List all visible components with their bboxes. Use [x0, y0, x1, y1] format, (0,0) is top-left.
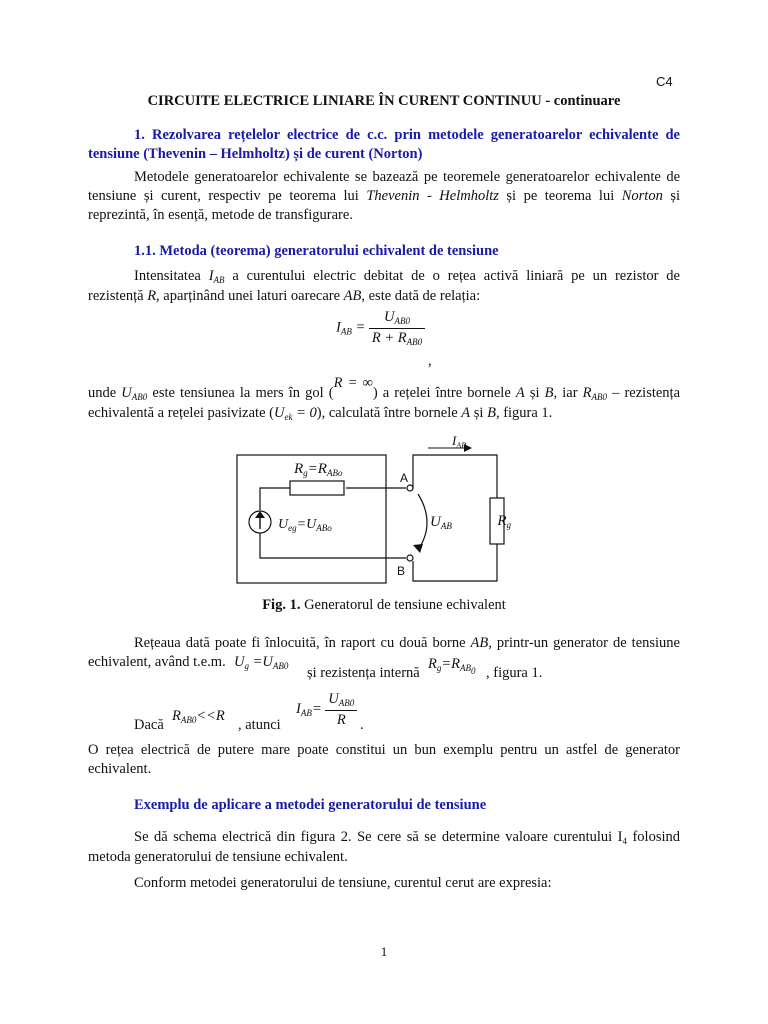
label-iab: $I_{AB}$ — [452, 433, 467, 450]
wire-left-top — [260, 488, 290, 510]
label-uab: $U_{AB}$ — [430, 514, 452, 531]
wire-load-top — [413, 455, 497, 498]
plus: + — [384, 329, 395, 346]
node-label-a: A — [400, 471, 409, 485]
text: și reprezintă, în esență, metode de transfigurare. — [88, 187, 680, 223]
text: a curentului electric debitat de o rețea activă liniară pe un rezistor de rezistență — [88, 268, 680, 304]
equation-2-period: . — [360, 717, 364, 733]
figure-1-caption — [0, 596, 768, 615]
text: și — [470, 404, 488, 421]
text: este tensiunea la mers în gol ( — [147, 385, 334, 401]
page-title — [0, 92, 768, 111]
title-suffix: continuare — [553, 93, 621, 109]
wire-load-bottom — [413, 544, 497, 581]
text: , este dată de relația: — [361, 287, 481, 304]
sym-sub: AB0 — [131, 392, 148, 402]
wire-bottom-inner — [260, 533, 406, 558]
sym: R — [371, 329, 381, 346]
equation-rg: $R_g=R_{AB0}$ — [428, 656, 476, 676]
example-heading: Exemplu de aplicare a metodei generatorului de tensiune — [134, 797, 487, 813]
norton-name: Norton — [621, 187, 663, 204]
eq-lhs: I — [336, 319, 341, 336]
label-ueg-eq: $U_{eg}=U_{ABo}$ — [278, 517, 332, 533]
equation-1-comma: , — [428, 353, 432, 369]
sym: B — [487, 404, 496, 421]
symbol-r: R — [147, 287, 157, 304]
symbol-sub: AB — [213, 275, 225, 285]
sym: A — [515, 385, 525, 401]
open-circuit-condition: R = ∞ — [333, 375, 373, 391]
text: , iar — [553, 385, 583, 401]
text: ), calculată între bornele — [316, 404, 462, 421]
resistor-rg — [290, 481, 344, 495]
text: , figura 1. — [495, 404, 553, 421]
label-load: $R_g$ — [497, 513, 511, 530]
section-1-1-paragraph-2 — [88, 375, 681, 423]
sym: B — [544, 385, 554, 401]
caption-text: Generatorul de tensiune echivalent — [300, 597, 506, 613]
eq-numerator — [369, 308, 425, 329]
text-atunci: , atunci — [238, 717, 281, 733]
text-internal-resistance: și rezistența internă — [307, 665, 420, 681]
thevenin-name: Thevenin - Helmholtz — [366, 187, 499, 204]
sym: U — [273, 404, 285, 421]
eq-equals: = — [355, 319, 366, 336]
power-network-paragraph: O rețea electrică de putere mare poate constitui un bun exemplu pentru un astfel de generator echivalent. — [88, 742, 680, 777]
sym: U — [384, 309, 395, 325]
text: printr-un generator de tensiune echivalent, având t.e.m. — [88, 635, 680, 670]
symbol-ab: AB — [343, 287, 362, 304]
text: Rețeaua dată poate fi înlocuită, în raport cu două borne — [134, 635, 471, 651]
sym: R — [397, 329, 407, 346]
text: , aparținând unei laturi oarecare — [156, 287, 344, 304]
sym-sub: AB0 — [591, 392, 607, 402]
equation-ueg: $U_g =U_{AB0}$ — [234, 654, 289, 671]
section-1-heading: 1. Rezolvarea rețelelor electrice de c.c. prin metodele generatoarelor echivalente de tensiune (Thevenin – Helmholtz) și de curent (Norton) — [88, 127, 680, 162]
text: – rezistența echivalentă a rețelei pasivizate ( — [88, 385, 681, 421]
sym: AB, — [470, 635, 492, 651]
text: Metodele generatoarelor echivalente se bazează pe teoremele generatoarelor echivalente de tensiune și curent, respectiv pe teorema lui — [88, 169, 680, 204]
text: folosind metoda generatorului de tensiune echivalent. — [88, 829, 681, 865]
caption-label: Fig. 1. — [262, 597, 301, 613]
page-number: 1 — [380, 944, 388, 959]
label-rg-eq: $R_g=R_{ABo}$ — [294, 461, 343, 478]
text: unde — [88, 385, 122, 401]
symbol-i: I — [208, 268, 214, 284]
text-figure-ref: , figura 1. — [486, 665, 543, 681]
text: Se dă schema electrică din figura 2. Se cere să se determine valoare curentului I — [134, 829, 623, 845]
eq2-fraction: $\frac{U_{AB0}}{R}$ — [325, 690, 357, 730]
figure-1-circuit — [230, 432, 510, 588]
equation-2: $I_{AB}=$ $\frac{U_{AB0}}{R}$ — [296, 690, 357, 730]
chapter-tag: C4 — [656, 74, 673, 89]
terminal-b — [407, 555, 413, 561]
section-1-1-paragraph-1 — [88, 267, 680, 306]
eq-denominator — [369, 329, 425, 349]
sym: R — [582, 385, 592, 401]
text: și pe teorema lui — [498, 187, 622, 204]
text-daca: Dacă — [134, 717, 164, 733]
section-1-paragraph — [88, 168, 680, 225]
sym-sub: AB0 — [406, 336, 423, 347]
equation-1 — [336, 308, 425, 348]
section-1-1-heading: 1.1. Metoda (teorema) generatorului echivalent de tensiune — [134, 243, 499, 259]
title-main: CIRCUITE ELECTRICE LINIARE ÎN CURENT CONTINUU - — [147, 93, 554, 109]
eq-lhs-sub: AB — [340, 326, 352, 337]
eq-fraction — [369, 308, 425, 348]
sym-sub: AB0 — [394, 316, 411, 326]
equation-condition: $R_{AB0}<<R$ — [172, 708, 225, 725]
sym: U — [121, 385, 132, 401]
node-label-b: B — [397, 564, 406, 578]
text: și — [524, 385, 545, 401]
sym-sub: ek — [284, 411, 293, 422]
text: Intensitatea — [134, 268, 209, 284]
voltage-arc-head — [413, 544, 423, 553]
example-paragraph-2: Conform metodei generatorului de tensiune, curentul cerut are expresia: — [134, 875, 552, 891]
voltage-arc — [418, 494, 427, 550]
sym: A — [461, 404, 471, 421]
sym: = 0 — [292, 404, 317, 421]
terminal-a — [407, 485, 413, 491]
sym-sub: 4 — [622, 836, 627, 846]
example-paragraph-1 — [88, 828, 680, 867]
text: ) a rețelei între bornele — [372, 385, 516, 401]
